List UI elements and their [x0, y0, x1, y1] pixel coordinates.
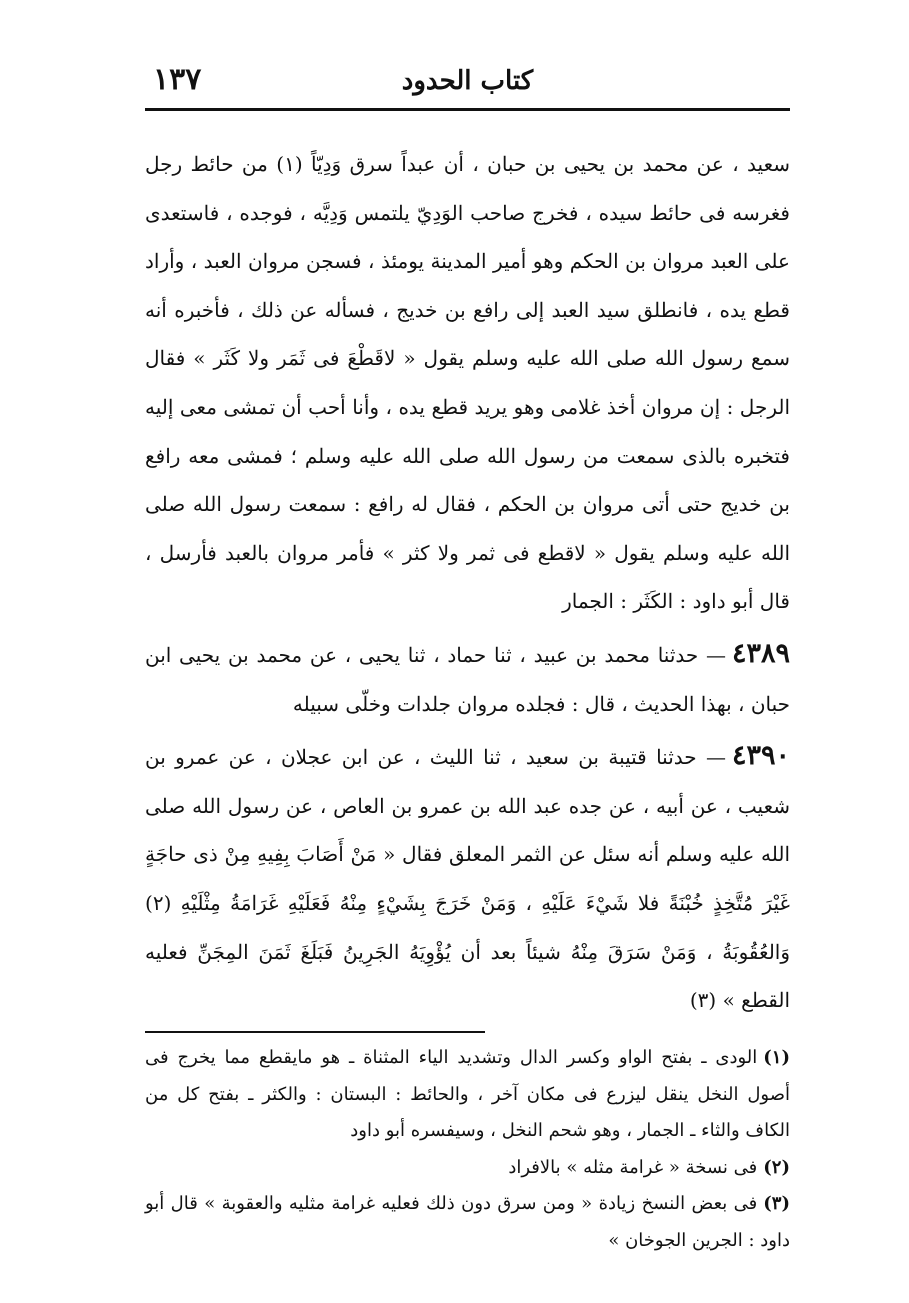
footnote-text: فى بعض النسخ زيادة « ومن سرق دون ذلك فعليه غرامة مثليه والعقوبة » قال أبو داود : الجرين الجوخان » — [145, 1193, 790, 1251]
hadith-4390 — [145, 732, 790, 1025]
header-rule — [145, 108, 790, 111]
footnote-number: (٣) — [763, 1193, 790, 1214]
hadith-number: ٤٣٩٠ — [731, 740, 790, 772]
hadith-number: ٤٣٨٩ — [731, 637, 790, 669]
page-header — [145, 62, 790, 102]
footnote-text: الودى ـ بفتح الواو وكسر الدال وتشديد الياء المثناة ـ هو مايقطع مما يخرج فى أصول النخل ينقل ليزرع فى مكان آخر ، والحائط : البستان : والكثر ـ بفتح كل من الكاف والثاء ـ الجمار ، وهو شحم النخل ، وسيفسره أبو داود — [145, 1047, 790, 1141]
footnote-number: (١) — [763, 1047, 790, 1068]
page-number: ١٣٧ — [153, 62, 202, 97]
hadith-text: — حدثنا قتيبة بن سعيد ، ثنا الليث ، عن ابن عجلان ، عن عمرو بن شعيب ، عن أبيه ، عن جده عبد الله بن عمرو بن العاص ، عن رسول الله صلى الله عليه وسلم أنه سئل عن الثمر المعلق فقال « مَنْ أَصَابَ بِفِيهِ مِنْ ذى حاجَةٍ غَيْرَ مُتَّخِذٍ خُبْنَةً فلا شَيْءَ عَلَيْهِ ، وَمَنْ خَرَجَ بِشَيْءٍ مِنْهُ فَعَلَيْهِ غَرَامَةُ مِثْلَيْهِ (٢) وَالعُقُوبَةُ ، وَمَنْ سَرَقَ مِنْهُ شيئاً بعد أن يُؤْوِيَهُ الجَرِينُ فَبَلَغَ ثَمَنَ المِجَنِّ فعليه القطع » (٣) — [145, 745, 790, 1013]
footnotes — [145, 1040, 790, 1259]
footnote-2 — [145, 1150, 790, 1187]
footnote-number: (٢) — [763, 1156, 790, 1178]
paragraph-continued-hadith: سعيد ، عن محمد بن يحيى بن حبان ، أن عبداً سرق وَدِيّاً (١) من حائط رجل فغرسه فى حائط سيده ، فخرج صاحب الوَدِيّ يلتمس وَدِيَّه ، فوجده ، فاستعدى على العبد مروان بن الحكم وهو أمير المدينة يومئذ ، فسجن مروان العبد ، وأراد قطع يده ، فانطلق سيد العبد إلى رافع بن خديج ، فسأله عن ذلك ، فأخبره أنه سمع رسول الله صلى الله عليه وسلم يقول « لاقَطْعَ فى ثَمَر ولا كَثَر » فقال الرجل : إن مروان أخذ غلامى وهو يريد قطع يده ، وأنا أحب أن تمشى معى إليه فتخبره بالذى سمعت من رسول الله صلى الله عليه وسلم ؛ فمشى معه رافع بن خديج حتى أتى مروان بن الحكم ، فقال له رافع : سمعت رسول الله صلى الله عليه وسلم يقول « لاقطع فى ثمر ولا كثر » فأمر مروان بالعبد فأرسل ، قال أبو داود : الكَثَر : الجمار — [145, 152, 790, 614]
footnote-separator — [145, 1031, 485, 1033]
main-text — [145, 140, 790, 1025]
hadith-text: — حدثنا محمد بن عبيد ، ثنا حماد ، ثنا يحيى ، عن محمد بن يحيى ابن حبان ، بهذا الحديث ، قال : فجلده مروان جلدات وخلّى سبيله — [145, 642, 790, 716]
hadith-4389 — [145, 630, 790, 728]
footnote-1 — [145, 1040, 790, 1150]
chapter-title: كتاب الحدود — [401, 66, 534, 96]
footnote-text: فى نسخة « غرامة مثله » بالافراد — [508, 1156, 758, 1178]
footnote-3 — [145, 1186, 790, 1259]
